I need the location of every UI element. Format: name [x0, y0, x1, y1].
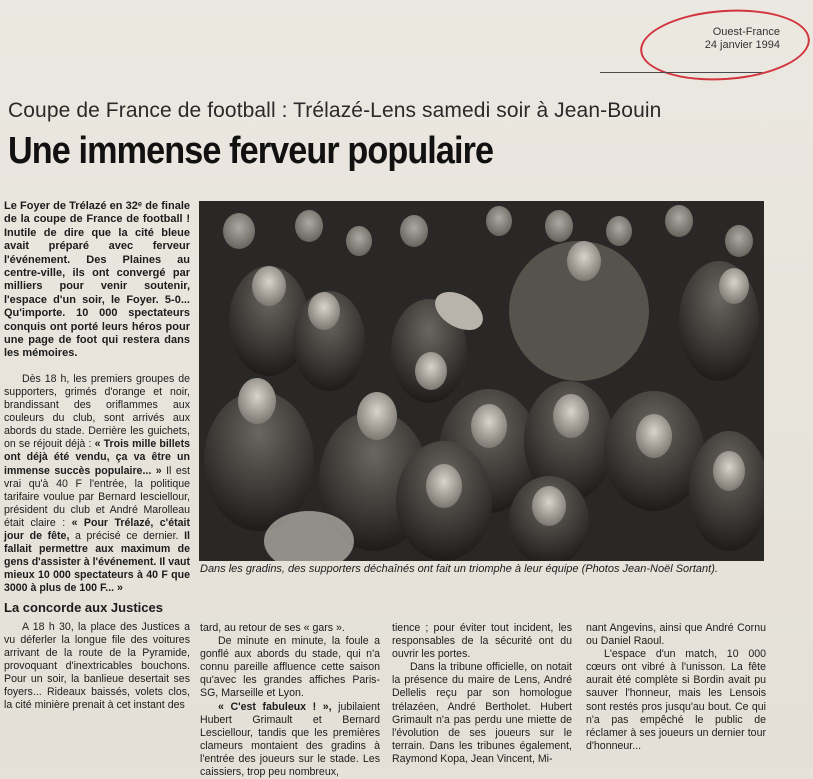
col2-paragraph-1: tard, au retour de ses « gars ».	[200, 622, 345, 634]
crowd-illustration	[199, 201, 764, 561]
photo-caption: Dans les gradins, des supporters déchaînés ont fait un triomphe à leur équipe (Photos Jean-Noël Sortant).	[200, 563, 718, 575]
column-2	[200, 622, 380, 779]
col3-paragraph-2: Dans la tribune officielle, on notait la présence du maire de Lens, André Dellelis reçu par son homologue trélazéen, André Bertholet. Hubert Grimault n'a pas perdu une miette de l'évolution de ses joueurs sur le terrain. Dans les tribunes également, Raymond Kopa, Jean Vincent, Mi-	[392, 661, 572, 765]
stadium-crowd-photo	[199, 201, 764, 561]
col1-text-a: Dès 18 h, les premiers groupes de supporters, grimés d'orange et noir, brandissant des oriflammes aux couleurs du club, sont arrivés aux abords du stade. Derrière les guichets, on se réjouit déjà :	[4, 372, 190, 451]
column-3	[392, 622, 572, 766]
col1-text-b: Il est vrai qu'à 40 F l'entrée, la politique tarifaire voulue par Bernard Iesciellour, président du club et André Marolleau était claire :	[4, 464, 190, 529]
column-4	[586, 622, 766, 753]
col2-quote: « C'est fabuleux ! »,	[218, 700, 332, 713]
column-1-paragraph	[4, 373, 190, 596]
col4-paragraph-1: nant Angevins, ainsi que André Cornu ou Daniel Raoul.	[586, 622, 766, 648]
article-headline: Une immense ferveur populaire	[8, 130, 494, 172]
col2-paragraph-2: De minute en minute, la foule a gonflé aux abords du stade, qui n'a connu pareille affluence cette saison qu'avec les grandes affiches Paris-SG, Marseille et Lyon.	[200, 635, 380, 700]
top-rule	[600, 72, 762, 73]
col1-quote-1: « Trois mille billets ont déjà été vendu, ça va être un immense succès populaire... »	[4, 438, 190, 477]
column-1	[4, 200, 190, 712]
col3-paragraph-1: tience ; pour éviter tout incident, les responsables de la sécurité ont du ouvrir les portes.	[392, 622, 572, 661]
article-kicker: Coupe de France de football : Trélazé-Lens samedi soir à Jean-Bouin	[8, 99, 662, 122]
column-1-paragraph-2: A 18 h 30, la place des Justices a vu déferler la longue file des voitures arrivant de la route de la Pyramide, provoquant d'inextricables bouchons. Pour un soir, la banlieue desertait ses foyers... Rideaux baissés, volets clos, la cité minière prenait à cet instant des	[4, 620, 190, 712]
source-date: 24 janvier 1994	[704, 39, 780, 51]
col1-quote-3: Il fallait permettre aux maximum de gens d'assister à l'événement. Il vaut mieux 10 000 spectateurs à 40 F que 3000 à plus de 100 F... »	[4, 530, 190, 595]
article-lead: Le Foyer de Trélazé en 32ᵉ de finale de la coupe de France de football ! Inutile de dire que la cité bleue avait préparé avec ferveur l'événement. Des Plaines au centre-ville, ils ont convergé par milliers pour venir soutenir, l'espace d'un soir, le Foyer. 5-0... Qu'importe. 10 000 spectateurs conquis ont porté leurs héros pour une page de foot qui restera dans les mémoires.	[4, 200, 190, 360]
col4-paragraph-2: L'espace d'un match, 10 000 cœurs ont vibré à l'unisson. La fête aurait été complète si Bordin avait pu sauver l'honneur, mais les Lensois sont restés pros jusqu'au bout. Ce qui n'a pas empêché le public de réclamer à ses joueurs un dernier tour d'honneur...	[586, 648, 766, 752]
source-paper: Ouest-France	[712, 26, 780, 38]
section-subhead: La concorde aux Justices	[4, 600, 163, 616]
col2-paragraph-3	[200, 701, 380, 779]
col1-text-c: a précisé ce dernier.	[75, 530, 179, 542]
bleed-through-text	[560, 14, 568, 48]
col2-text: jubilaient Hubert Grimault et Bernard Lesciellour, tandis que les premières clameurs montaient des gradins à l'entrée des joueurs sur le stade. Les caissiers, trop peu nombreux,	[200, 700, 380, 779]
source-label	[660, 26, 780, 52]
col1-quote-2: « Pour Trélazé, c'était jour de fête,	[4, 516, 190, 542]
